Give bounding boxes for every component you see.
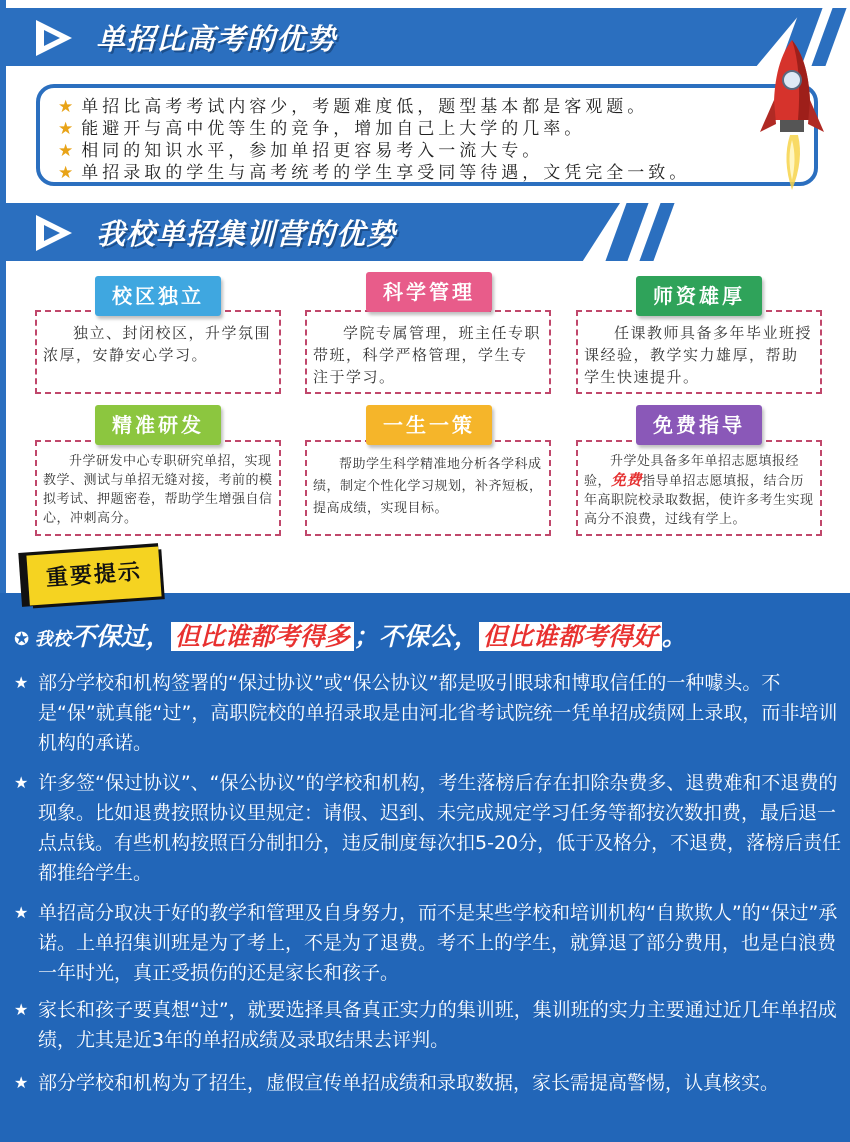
star-icon: ★ (14, 903, 29, 922)
star-icon: ★ (58, 141, 74, 161)
star-icon: ★ (14, 773, 29, 792)
card-tag-management: 科学管理 (366, 272, 492, 312)
card-body-guidance: 升学处具备多年单招志愿填报经验，免费指导单招志愿填报，结合历年高职院校录取数据，使许多考生实现高分不浪费，过线有学上。 (576, 440, 822, 536)
card-body-research: 升学研发中心专职研究单招，实现教学、测试与单招无缝对接，考前的模拟考试、押题密卷，帮助学生增强自信心，冲刺高分。 (35, 440, 281, 536)
notice-tag: 重要提示 (26, 546, 161, 605)
card-body-teachers: 任课教师具备多年毕业班授课经验，教学实力雄厚，帮助学生快速提升。 (576, 310, 822, 394)
notice-headline: ✪ 我校不保过， 但比谁都考得多 ；不保公， 但比谁都考得好 。 (14, 622, 687, 651)
star-icon: ★ (58, 163, 74, 183)
rocket-icon (752, 40, 832, 200)
card-tag-teachers: 师资雄厚 (636, 276, 762, 316)
card-body-management: 学院专属管理，班主任专职带班，科学严格管理，学生专注于学习。 (305, 310, 551, 394)
advantage-item: ★ 能避开与高中优等生的竞争，增加自己上大学的几率。 (58, 119, 586, 139)
play-arrow-icon (34, 213, 74, 253)
advantages-box (36, 84, 818, 186)
advantage-item: ★ 单招录取的学生与高考统考的学生享受同等待遇，文凭完全一致。 (58, 163, 691, 183)
notice-paragraph: ★ 部分学校和机构为了招生，虚假宣传单招成绩和录取数据，家长需提高警惕，认真核实。 (14, 1068, 844, 1098)
notice-paragraph: ★ 家长和孩子要真想“过”，就要选择具备真正实力的集训班，集训班的实力主要通过近几年单招成绩，尤其是近3年的单招成绩及录取结果去评判。 (14, 995, 844, 1055)
card-tag-research: 精准研发 (95, 405, 221, 445)
section2-banner (0, 203, 850, 261)
star-icon: ★ (14, 1073, 29, 1092)
advantage-item: ★ 单招比高考考试内容少，考题难度低，题型基本都是客观题。 (58, 97, 649, 117)
star-outline-icon: ✪ (14, 629, 30, 650)
section1-title: 单招比高考的优势 (96, 22, 337, 56)
notice-paragraph: ★ 单招高分取决于好的教学和管理及自身努力，而不是某些学校和培训机构“自欺欺人”的“保过”承诺。上单招集训班是为了考上，不是为了退费。考不上的学生，就算退了部分费用，也是白浪费一年时光，真正受损伤的还是家长和孩子。 (14, 898, 844, 988)
card-tag-plan: 一生一策 (366, 405, 492, 445)
card-body-campus: 独立、封闭校区，升学氛围浓厚，安静安心学习。 (35, 310, 281, 394)
star-icon: ★ (58, 119, 74, 139)
play-arrow-icon (34, 18, 74, 58)
section1-banner (0, 8, 850, 66)
notice-paragraph: ★ 部分学校和机构签署的“保过协议”或“保公协议”都是吸引眼球和博取信任的一种噱头。不是“保”就真能“过”，高职院校的单招录取是由河北省考试院统一凭单招成绩网上录取，而非培训机构的承诺。 (14, 668, 844, 758)
star-icon: ★ (14, 673, 29, 692)
notice-paragraph: ★ 许多签“保过协议”、“保公协议”的学校和机构，考生落榜后存在扣除杂费多、退费难和不退费的现象。比如退费按照协议里规定：请假、迟到、未完成规定学习任务等都按次数扣费，最后退一点点钱。有些机构按照百分制扣分，违反制度每次扣5-20分，低于及格分，不退费，落榜后责任都推给学生。 (14, 768, 844, 888)
advantage-item: ★ 相同的知识水平，参加单招更容易考入一流大专。 (58, 141, 544, 161)
card-body-plan: 帮助学生科学精准地分析各学科成绩，制定个性化学习规划，补齐短板，提高成绩，实现目标。 (305, 440, 551, 536)
card-tag-campus: 校区独立 (95, 276, 221, 316)
left-accent-bar (0, 0, 6, 593)
free-highlight: 免费 (611, 471, 643, 489)
star-icon: ★ (58, 97, 74, 117)
star-icon: ★ (14, 1000, 29, 1019)
card-tag-guidance: 免费指导 (636, 405, 762, 445)
section2-title: 我校单招集训营的优势 (96, 217, 397, 251)
